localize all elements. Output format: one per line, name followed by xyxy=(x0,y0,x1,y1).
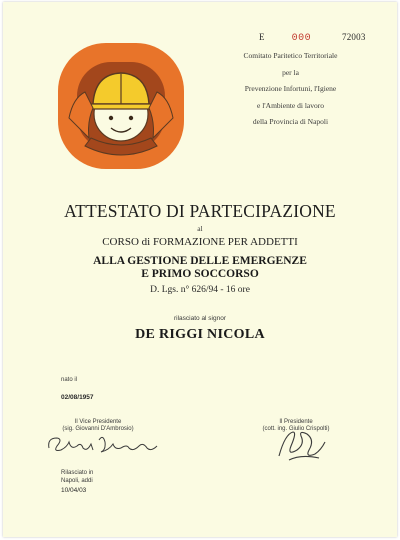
president-name: (cott. ing. Giulio Crispolti) xyxy=(262,426,330,432)
law-reference: D. Lgs. n° 626/94 - 16 ore xyxy=(150,285,250,295)
certificate-title: ATTESTATO DI PARTECIPAZIONE xyxy=(64,201,336,221)
president-role: Il Presidente xyxy=(279,419,313,425)
course-title-line: E PRIMO SOCCORSO xyxy=(141,267,259,280)
certificate-al: al xyxy=(197,224,203,233)
organization-line: e l'Ambiente di lavoro xyxy=(257,100,324,110)
logo-helmet-brim xyxy=(89,104,153,109)
organization-line: Comitato Paritetico Territoriale xyxy=(243,51,338,60)
registration-suffix: 72003 xyxy=(342,32,366,42)
course-label: CORSO di FORMAZIONE PER ADDETTI xyxy=(102,236,298,248)
vice-president-role: Il Vice Presidente xyxy=(74,419,122,425)
issued-to-label: rilasciato al signor xyxy=(173,315,227,322)
organization-line: della Provincia di Napoli xyxy=(252,117,329,127)
course-title xyxy=(3,255,397,280)
issue-place-line: Napoli, addi xyxy=(61,478,93,484)
registration-prefix: E xyxy=(259,32,265,42)
issue-place xyxy=(61,469,93,485)
logo-eye-left xyxy=(109,116,113,120)
registration-number xyxy=(259,32,366,44)
recipient-name: DE RIGGI NICOLA xyxy=(135,327,265,342)
organization-line: per la xyxy=(282,67,299,77)
course-title-line: ALLA GESTIONE DELLE EMERGENZE xyxy=(93,255,307,267)
organization-line: Prevenzione Infortuni, l'Igiene xyxy=(244,84,337,94)
birth-label: nato il xyxy=(61,377,78,383)
president-signature xyxy=(271,426,331,464)
vice-president-name: (sig. Giovanni D'Ambrosio) xyxy=(62,426,134,432)
issue-date: 10/04/03 xyxy=(61,487,87,494)
registration-number-stamp: 000 xyxy=(291,33,312,44)
logo-eye-right xyxy=(129,116,133,120)
issue-place-line: Rilasciato in xyxy=(61,470,94,476)
organization-block xyxy=(193,48,388,131)
birth-date: 02/08/1957 xyxy=(61,394,94,401)
organization-logo xyxy=(55,40,187,172)
certificate-page xyxy=(3,2,397,537)
vice-president-signature xyxy=(43,430,163,458)
